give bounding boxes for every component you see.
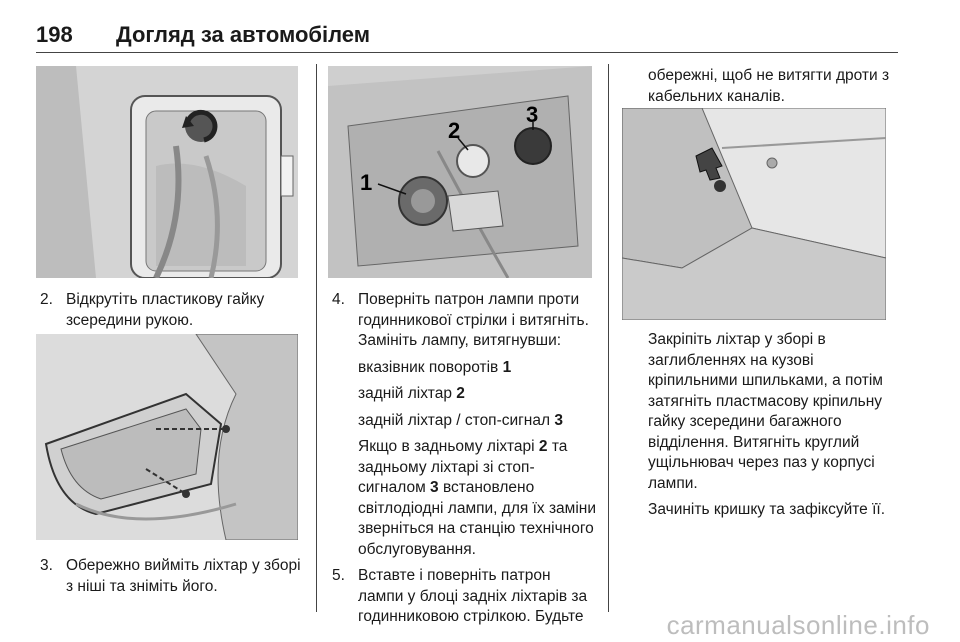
header-divider: [36, 52, 898, 53]
col3-text: [648, 330, 898, 527]
figure-label-3: 3: [526, 102, 539, 127]
bulb-sockets-illustration: [328, 66, 592, 278]
step-text: Відкрутіть пластикову гайку зсередини рукою.: [66, 291, 265, 329]
bulb-item-brake-light: задній ліхтар / стоп-сигнал 3: [358, 411, 563, 429]
figure-bulb-sockets: [328, 66, 592, 278]
watermark: carmanualsonline.info: [666, 610, 930, 640]
led-note: Якщо в задньому ліхтарі 2 та задньому ліхтарі зі стоп-сигналом 3 встановлено світлодіодні лампи, для їх заміни зверніться на станцію технічного обслуговування.: [358, 438, 596, 558]
step-number: 2.: [40, 291, 53, 308]
page-number: 198: [36, 22, 73, 47]
figure-nut-removal: [36, 66, 298, 278]
step-number: 3.: [40, 557, 53, 574]
figure-label-1: 1: [360, 170, 373, 195]
step-5-continuation: обережні, щоб не витягти дроти з кабельних каналів.: [648, 67, 890, 105]
nut-removal-illustration: [36, 66, 298, 278]
step-3: [40, 556, 302, 597]
step-2: [40, 290, 302, 331]
figure-lamp-install: [622, 108, 886, 320]
step-4-block: [332, 290, 600, 628]
column-divider-2: [608, 64, 609, 612]
step-number: 5.: [332, 567, 345, 584]
close-cover-instructions: Зачиніть кришку та зафіксуйте її.: [648, 501, 886, 518]
step-text: Поверніть патрон лампи проти годинникової стрілки і витягніть. Замініть лампу, витягнувши:: [358, 291, 589, 349]
page-header: [36, 22, 898, 52]
figure-lamp-removal: [36, 334, 298, 540]
step-text: Вставте і поверніть патрон лампи у блоці задніх ліхтарів за годинниковою стрілкою. Будьте: [358, 567, 588, 625]
column-divider-1: [316, 64, 317, 612]
step-text: Обережно вийміть ліхтар у зборі з ніші та зніміть його.: [66, 557, 301, 595]
bulb-item-tail-light: задній ліхтар 2: [358, 385, 465, 402]
bulb-item-turn-signal: вказівник поворотів 1: [358, 358, 512, 376]
install-instructions: Закріпіть ліхтар у зборі в заглибленнях на кузові кріпильними шпильками, а потім затягніть пластмасову кріпильну гайку зсередини багажного відділення. Витягніть круглий ущільнювач через паз у корпусі лампи.: [648, 331, 883, 492]
figure-label-2: 2: [448, 118, 461, 143]
page-title: Догляд за автомобілем: [116, 22, 371, 47]
lamp-install-illustration: [622, 108, 886, 320]
lamp-removal-illustration: [36, 334, 298, 540]
step-number: 4.: [332, 291, 345, 308]
